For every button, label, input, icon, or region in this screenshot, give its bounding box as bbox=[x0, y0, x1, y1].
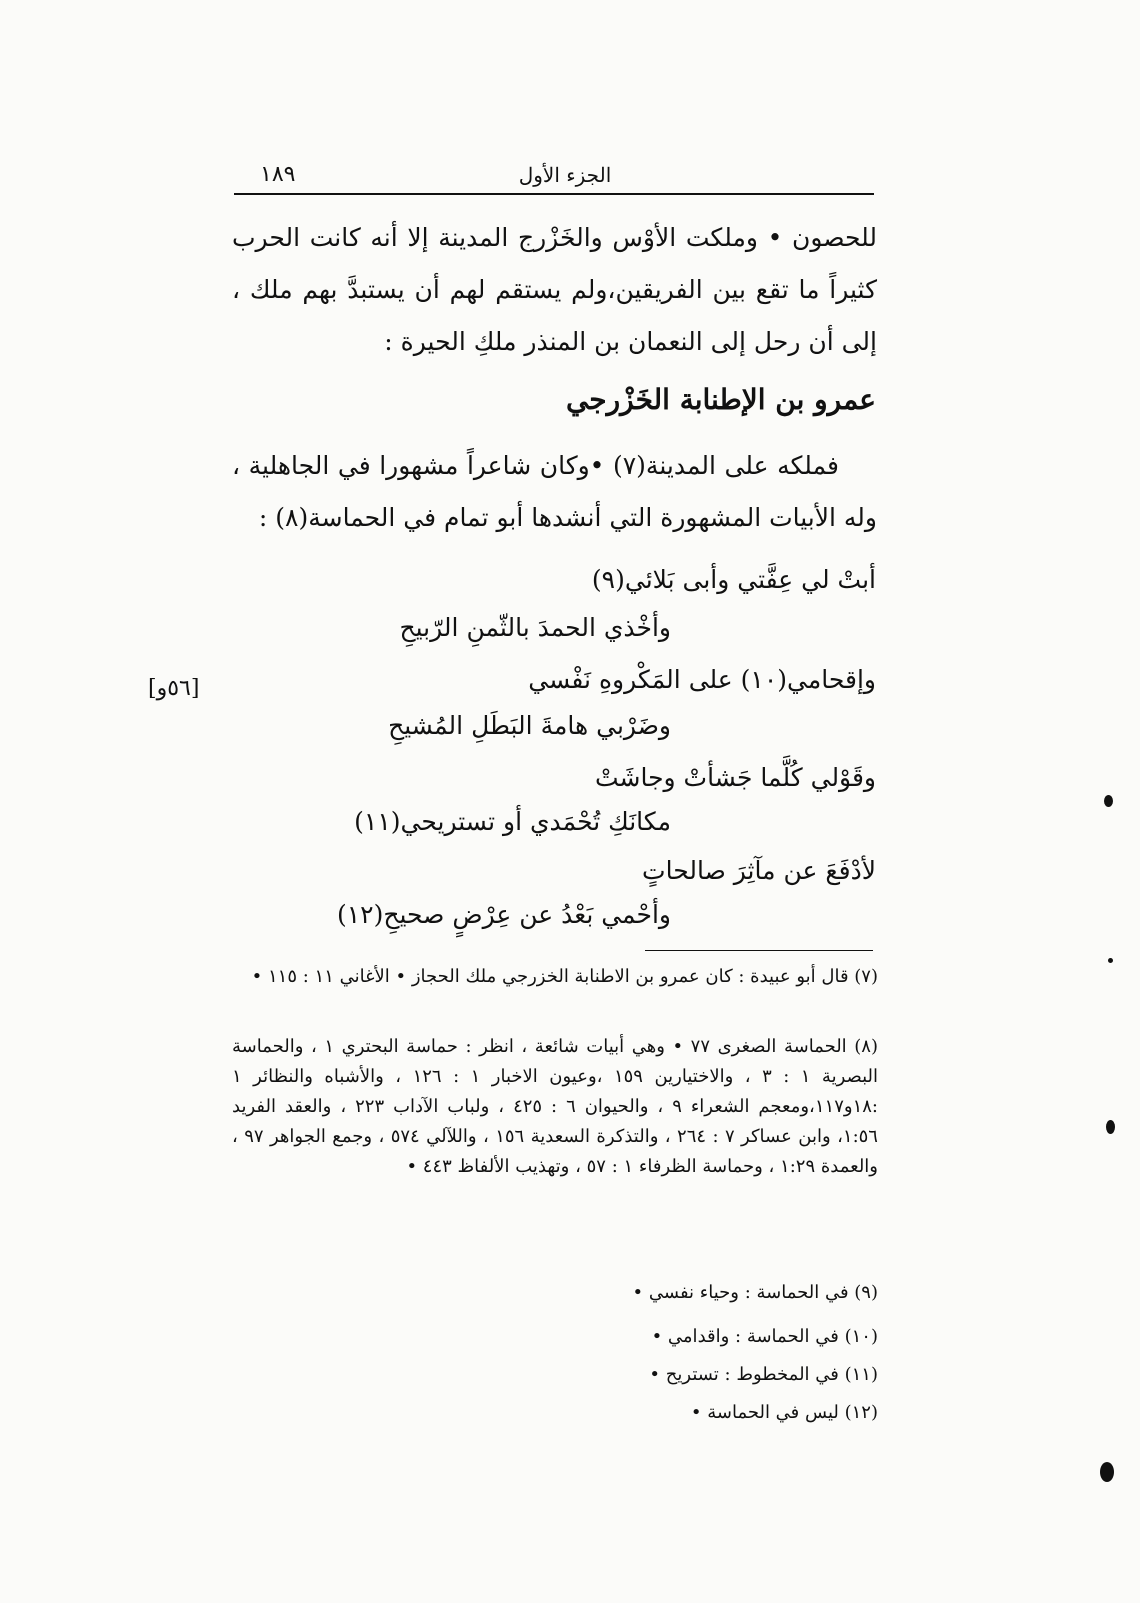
header-divider bbox=[234, 193, 874, 195]
footnote: (٨) الحماسة الصغرى ٧٧ • وهي أبيات شائعة ، انظر : حماسة البحتري ١ ، والحماسة البصرية ١ : ٣ ، والاختيارين ١٥٩ ،وعيون الاخبار ١ : ١٢٦ ، والأشباه والنظائر ١ :١٨و١١٧،ومعجم الشعراء ٩ ، والحيوان ٦ : ٤٢٥ ، ولباب الآداب ٢٢٣ ، والعقد الفريد ١:٥٦، وابن عساكر ٧ : ٢٦٤ ، والتذكرة السعدية ١٥٦ ، واللآلي ٥٧٤ ، وجمع الجواهر ٩٧ ، والعمدة ١:٢٩ ، وحماسة الظرفاء ١ : ٥٧ ، وتهذيب الألفاظ ٤٤٣ • bbox=[232, 1036, 879, 1177]
verse-hemistich: وضَرْبي هامةَ البَطَلِ المُشيحِ bbox=[388, 711, 671, 740]
footnote: (١٢) ليس في الحماسة • bbox=[690, 1402, 878, 1423]
body-paragraph: للحصون • وملكت الأوْس والخَزْرج المدينة إلا أنه كانت الحرب كثيراً ما تقع بين الفريقين،ولم يستقم لهم أن يستبدَّ بهم ملك ، إلى أن رحل إلى النعمان بن المنذر ملكِ الحيرة : bbox=[232, 223, 877, 356]
footnote: (١٠) في الحماسة : واقدامي • bbox=[651, 1326, 878, 1347]
page-number: ١٨٩ bbox=[260, 162, 296, 187]
scan-speck bbox=[1104, 795, 1113, 807]
footnote: (٧) قال أبو عبيدة : كان عمرو بن الاطنابة الخزرجي ملك الحجاز • الأغاني ١١ : ١١٥ • bbox=[251, 966, 878, 987]
verse-hemistich: أبتْ لي عِفَّتي وأبى بَلائي(٩) bbox=[591, 565, 876, 594]
running-header: الجزء الأول bbox=[518, 163, 612, 187]
footnote: (١١) في المخطوط : تستريح • bbox=[649, 1364, 878, 1385]
verse-hemistich: لأدْفَعَ عن مآثِرَ صالحاتٍ bbox=[642, 856, 876, 885]
manuscript-folio-reference: [٥٦و] bbox=[148, 676, 200, 701]
section-heading: عمرو بن الإطنابة الخَزْرجي bbox=[565, 383, 876, 416]
verse-hemistich: وقَوْلي كُلَّما جَشأتْ وجاشَتْ bbox=[594, 763, 876, 792]
verse-hemistich: وإقحامي(١٠) على المَكْروهِ نَفْسي bbox=[528, 665, 876, 694]
verse-hemistich: وأخْذي الحمدَ بالثّمنِ الرّبيحِ bbox=[399, 613, 671, 642]
scan-speck bbox=[1106, 1120, 1115, 1134]
body-paragraph: فملكه على المدينة(٧) •وكان شاعراً مشهورا في الجاهلية ، وله الأبيات المشهورة التي أنشدها أبو تمام في الحماسة(٨) : bbox=[232, 451, 877, 532]
scan-speck bbox=[1108, 958, 1113, 963]
footnote-divider bbox=[645, 950, 873, 951]
verse-hemistich: مكانَكِ تُحْمَدي أو تستريحي(١١) bbox=[354, 807, 671, 836]
scan-speck bbox=[1100, 1462, 1114, 1482]
verse-hemistich: وأحْمي بَعْدُ عن عِرْضٍ صحيحِ(١٢) bbox=[336, 900, 671, 929]
footnote: (٩) في الحماسة : وحياء نفسي • bbox=[632, 1282, 878, 1303]
